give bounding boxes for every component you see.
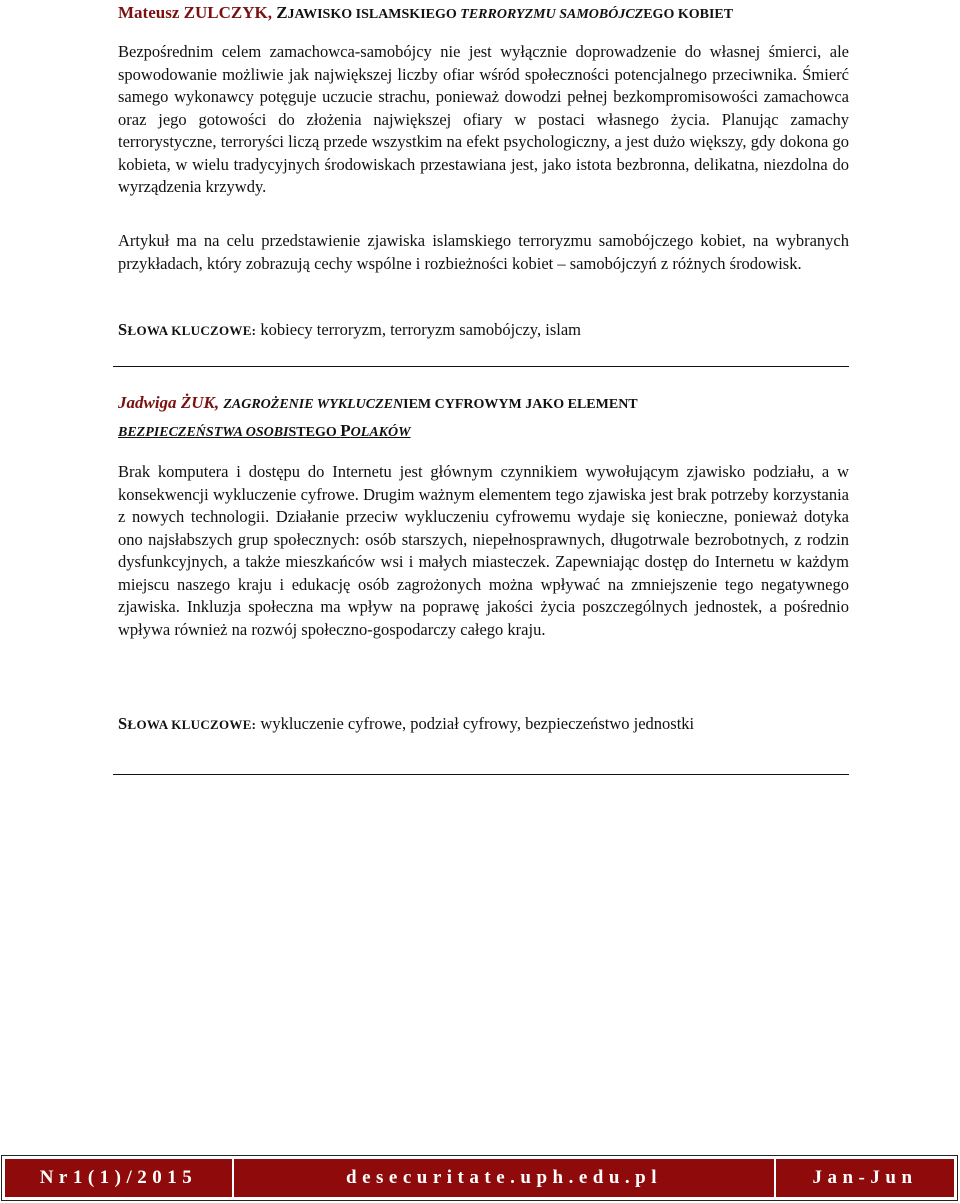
separator-2 [113, 774, 849, 775]
article2-title-line2-mid: STEGO [288, 425, 341, 440]
article1-keywords [118, 319, 849, 342]
article2-keywords-label: SŁOWA KLUCZOWE: [118, 714, 257, 733]
article1-author-last: ZULCZYK, [183, 3, 272, 22]
article1-keywords-text: kobiecy terroryzm, terroryzm samobójczy, islam [256, 320, 581, 339]
article2-keywords-text: wykluczenie cyfrowe, podział cyfrowy, bezpieczeństwo jednostki [256, 714, 695, 733]
footer-period: Jan-Jun [774, 1159, 954, 1197]
article1-keywords-label: SŁOWA KLUCZOWE: [118, 320, 257, 339]
article2-heading [118, 390, 849, 446]
article2-abstract-paragraph: Brak komputera i dostępu do Internetu jest głównym czynnikiem wywołującym zjawisko podziału, a w konsekwencji wykluczenie cyfrowe. Drugim ważnym elementem tego zjawiska jest brak potrzeby korzystania z nowych technologii. Działanie przeciw wykluczeniu cyfrowemu wydaje się konieczne, ponieważ dotyka ono najsłabszych grup społecznych: osób starszych, niepełnosprawnych, długotrwale bezrobotnych, z rodzin dysfunkcyjnych, a także mieszkańców wsi i małych miasteczek. Zapewniając dostęp do Internetu w każdym miejscu naszego kraju i edukację osób zagrożonych można wpływać na zmniejszenie tego negatywnego zjawiska. Inkluzja społeczna ma wpływ na poprawę jakości życia poszczególnych jednostek, a pośrednio wpływa również na rozwój społeczno-gospodarczy całego kraju. [118, 462, 849, 639]
article2-title-line2-p: P [340, 421, 351, 440]
article2-title-line1-rest: IEM CYFROWYM JAKO ELEMENT [403, 397, 638, 412]
article1-title-caps: JAWISKO ISLAMSKIEGO [287, 7, 461, 22]
article1-title-first-letter: Z [276, 3, 288, 22]
article2-title-line2-italic: BEZPIECZEŃSTWA OSOBI [118, 425, 289, 440]
article1-abstract-paragraph-2: Artykuł ma na celu przedstawienie zjawiska islamskiego terroryzmu samobójczego kobiet, na wybranych przykładach, który zobrazują cechy wspólne i rozbieżności kobiet – samobójczyń z różnych środowisk. [118, 231, 849, 273]
article2-author-last: ŻUK, [180, 393, 220, 412]
article2-author-first: Jadwiga [118, 393, 181, 412]
article1-title-italic: TERRORYZMU SAMOBÓJCZ [460, 7, 644, 22]
article1-abstract-paragraph-1: Bezpośrednim celem zamachowca-samobójcy nie jest wyłącznie doprowadzenie do własnej śmierci, ale spowodowanie możliwie jak największej liczby ofiar wśród społeczności potencjalnego przeciwnika. Śmierć samego wykonawcy potęguje uczucie strachu, ponieważ dowodzi pełnej bezkompromisowości zamachowca oraz jego gotowości do złożenia największej ofiary w postaci własnego życia. Planując zamachy terrorystyczne, terroryści liczą przede wszystkim na efekt psychologiczny, a jest dużo większy, gdy dokona go kobieta, w wielu tradycyjnych środowiskach przestawiana jest, jako istota bezbronna, delikatna, niezdolna do wyrządzenia krzywdy. [118, 42, 849, 196]
page-footer [1, 1155, 958, 1201]
footer-website-link[interactable]: desecuritate.uph.edu.pl [232, 1159, 774, 1197]
article2-title-line1-italic: ZAGROŻENIE WYKLUCZEN [223, 397, 404, 412]
footer-issue: Nr1(1)/2015 [5, 1159, 232, 1197]
separator-1 [113, 366, 849, 367]
article1-author-first: Mateusz [118, 3, 184, 22]
article1-heading [118, 2, 878, 26]
article1-title-end: EGO KOBIET [643, 7, 734, 22]
article2-keywords [118, 713, 849, 736]
article2-title-line2-end: OLAKÓW [350, 425, 411, 440]
